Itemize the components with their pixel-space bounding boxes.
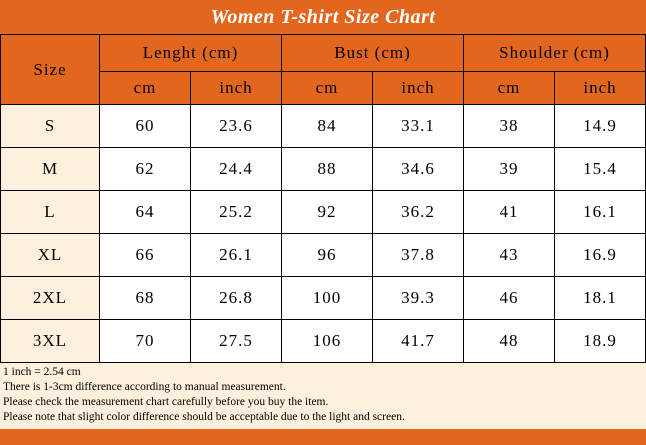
row-size-label: 3XL	[1, 320, 100, 363]
table-row	[1, 277, 646, 320]
cell-bust-inch: 39.3	[373, 277, 464, 320]
notes-block	[0, 363, 646, 429]
table-body	[1, 105, 646, 363]
table-row	[1, 320, 646, 363]
cell-bust-inch: 41.7	[373, 320, 464, 363]
cell-bust-inch: 37.8	[373, 234, 464, 277]
cell-length-inch: 24.4	[191, 148, 282, 191]
row-size-label: S	[1, 105, 100, 148]
column-header-length: Lenght (cm)	[100, 35, 282, 72]
cell-shoulder-cm: 43	[464, 234, 555, 277]
cell-length-inch: 27.5	[191, 320, 282, 363]
cell-shoulder-cm: 48	[464, 320, 555, 363]
note-line: 1 inch = 2.54 cm	[3, 366, 81, 378]
cell-shoulder-inch: 18.9	[555, 320, 646, 363]
subheader-bust-inch: inch	[373, 72, 464, 105]
cell-length-cm: 60	[100, 105, 191, 148]
row-size-label: M	[1, 148, 100, 191]
cell-shoulder-inch: 16.1	[555, 191, 646, 234]
table-row	[1, 148, 646, 191]
note-line: Please check the measurement chart carefully before you buy the item.	[3, 396, 329, 408]
cell-bust-inch: 34.6	[373, 148, 464, 191]
column-header-shoulder: Shoulder (cm)	[464, 35, 646, 72]
cell-bust-cm: 100	[282, 277, 373, 320]
row-size-label: 2XL	[1, 277, 100, 320]
cell-length-cm: 68	[100, 277, 191, 320]
header-row-groups	[1, 35, 646, 72]
table-row	[1, 191, 646, 234]
cell-shoulder-cm: 38	[464, 105, 555, 148]
table-header	[1, 35, 646, 105]
subheader-length-inch: inch	[191, 72, 282, 105]
cell-shoulder-cm: 41	[464, 191, 555, 234]
subheader-length-cm: cm	[100, 72, 191, 105]
cell-shoulder-inch: 15.4	[555, 148, 646, 191]
row-size-label: XL	[1, 234, 100, 277]
subheader-shoulder-inch: inch	[555, 72, 646, 105]
cell-length-cm: 70	[100, 320, 191, 363]
cell-bust-cm: 84	[282, 105, 373, 148]
table-row	[1, 234, 646, 277]
cell-shoulder-inch: 18.1	[555, 277, 646, 320]
subheader-shoulder-cm: cm	[464, 72, 555, 105]
note-line: There is 1-3cm difference according to manual measurement.	[3, 381, 286, 393]
cell-length-inch: 26.1	[191, 234, 282, 277]
cell-shoulder-cm: 39	[464, 148, 555, 191]
cell-bust-cm: 106	[282, 320, 373, 363]
cell-shoulder-inch: 14.9	[555, 105, 646, 148]
cell-length-cm: 64	[100, 191, 191, 234]
column-header-bust: Bust (cm)	[282, 35, 464, 72]
cell-bust-inch: 33.1	[373, 105, 464, 148]
cell-bust-cm: 92	[282, 191, 373, 234]
cell-length-inch: 23.6	[191, 105, 282, 148]
cell-shoulder-inch: 16.9	[555, 234, 646, 277]
cell-length-inch: 26.8	[191, 277, 282, 320]
cell-bust-cm: 96	[282, 234, 373, 277]
cell-length-cm: 66	[100, 234, 191, 277]
cell-bust-inch: 36.2	[373, 191, 464, 234]
row-size-label: L	[1, 191, 100, 234]
table-row	[1, 105, 646, 148]
note-line: Please note that slight color difference should be acceptable due to the light and screen.	[3, 411, 405, 423]
cell-length-cm: 62	[100, 148, 191, 191]
size-chart-table	[0, 34, 646, 363]
column-header-size: Size	[1, 35, 100, 105]
cell-shoulder-cm: 46	[464, 277, 555, 320]
page-title: Women T-shirt Size Chart	[210, 6, 436, 28]
cell-length-inch: 25.2	[191, 191, 282, 234]
cell-bust-cm: 88	[282, 148, 373, 191]
subheader-bust-cm: cm	[282, 72, 373, 105]
